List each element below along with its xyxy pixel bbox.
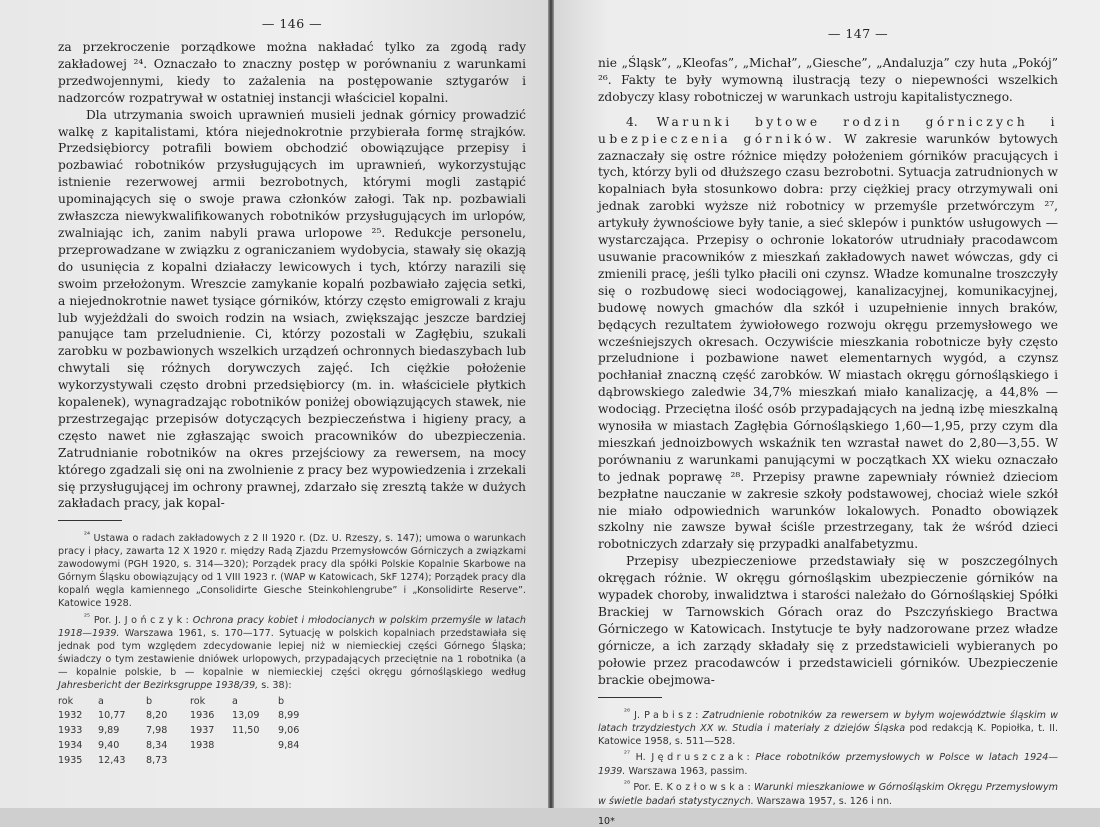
table-cell: 9,89 bbox=[98, 725, 120, 737]
section-text: W zakresie warunków bytowych zaznaczały się ostre różnice między położeniem górników pracujących i tych, którzy byli od dłuższego czasu bezrobotni. Sytuacja zatrudnionych w kopalniach była stosunkowo dobra: przy ciężkiej pracy otrzymywali oni jednak zarobki wyższe niż robotnicy w przemyśle przetwórczym ²⁷, artykuły żywnościowe były tanie, a sieć sklepów i punktów usługowych — wystarczająca. Przepisy o ochronie lokatorów utrudniały pracodawcom usuwanie pracowników z mieszkań zakładowych nawet wówczas, gdy ci zmienili pracę, jeśli tylko płacili oni czynsz. Władze komunalne troszczyły się o rozbudowę sieci wodociągowej, kanalizacyjnej, komunikacyjnej, budowę nowych gmachów dla szkół i uzupełnienie innych braków, będących rezultatem żywiołowego rozwoju okręgu przemysłowego we wcześniejszych okresach. Oczywiście mieszkania robotnicze były często przeludnione i pozbawione nawet elementarnych wygód, a czynsz pochłaniał znaczną część zarobków. W miastach okręgu górnośląskiego i dąbrowskiego zaledwie 34,7% mieszkań miało kanalizację, a 44,8% — wodociąg. Przeciętna ilość osób przypadających na jedną izbę mieszkalną wynosiła w miastach Zagłębia Górnośląskiego 1,60—1,95, przy czym dla mieszkań jednoizbowych wskaźnik ten wzrastał nawet do 2,80—3,55. W porównaniu z warunkami panującymi w początkach XX wieku oznaczało to jednak poprawę ²⁸. Przepisy prawne zapewniały również dzieciom bezpłatne nauczanie w zakresie szkoły podstawowej, chociaż wiele szkół nie miało odpowiednich warunków lokalowych. Ponadto obowiązek szkolny nie zawsze bywał ściśle przestrzegany, tak że wśród dzieci robotniczych zdarzały się przypadki analfabetyzmu. bbox=[598, 131, 1058, 552]
table-row bbox=[58, 753, 299, 768]
footnote-text: : bbox=[185, 615, 193, 627]
page-number: — 146 — bbox=[261, 16, 323, 31]
table-cell bbox=[190, 753, 232, 768]
table-cell: 9,06 bbox=[278, 725, 300, 737]
footnote bbox=[598, 748, 1058, 778]
table-header-cell: b bbox=[146, 695, 153, 707]
footnote bbox=[58, 529, 526, 611]
footnote bbox=[598, 706, 1058, 749]
footnote-rule bbox=[58, 520, 122, 521]
table-row bbox=[58, 708, 299, 723]
table-cell: 11,50 bbox=[232, 725, 260, 737]
footnote-text: : bbox=[747, 782, 755, 794]
footnote-text: : bbox=[695, 709, 703, 721]
footnote-author: Jędruszczak bbox=[651, 752, 747, 764]
footnote-text: Warszawa 1961, s. 170—177. Sytuację w polskich kopalniach przedstawiała się jednak pod tym względem zdecydowanie lepiej niż w niemieckiej części Górnego Śląska; świadczy o tym zestawienie dniówek urlopowych, przypadających przeciętnie na 1 robotnika (a — kopalnie polskie, b — kopalnie w niemieckiej części okręgu górnośląskiego według bbox=[58, 628, 526, 678]
table-header-cell: a bbox=[232, 695, 238, 707]
footnote-text: H. bbox=[635, 752, 652, 764]
table-header-cell: rok bbox=[190, 695, 206, 707]
table-cell: 1938 bbox=[190, 739, 215, 751]
footnote-mark: ²⁵ bbox=[84, 612, 91, 621]
footnote-text: Warszawa 1963, passim. bbox=[625, 765, 748, 777]
table-cell: 1933 bbox=[58, 725, 83, 737]
footnote-text: s. 38): bbox=[258, 679, 292, 691]
footnote-text: pod redakcją K. Popiołka, t. II. Katowice 1958, s. 511—528. bbox=[598, 722, 1058, 747]
footnote-mark: ²⁶ bbox=[624, 706, 631, 716]
table-cell: 1937 bbox=[190, 725, 215, 737]
holiday-days-table bbox=[58, 694, 299, 768]
table-cell bbox=[232, 738, 278, 753]
table-row bbox=[58, 738, 299, 753]
table-cell: 10,77 bbox=[98, 710, 126, 722]
footnote-title: Warunki mieszkaniowe w Górnośląskim Okręgu Przemysłowym w świetle badań statystycznych. bbox=[598, 782, 1058, 807]
page-number: — 147 — bbox=[827, 26, 889, 41]
table-cell: 9,84 bbox=[278, 739, 300, 751]
footnote-text: Por. E. bbox=[633, 782, 667, 794]
table-cell: 8,34 bbox=[146, 739, 168, 751]
table-cell: 1934 bbox=[58, 739, 83, 751]
section-paragraph bbox=[598, 114, 1058, 554]
table-cell: 12,43 bbox=[98, 754, 126, 766]
table-cell bbox=[278, 753, 299, 768]
section-number: 4. bbox=[626, 114, 638, 129]
footnote-mark: ²⁷ bbox=[624, 749, 631, 759]
footnote-author: Jończyk bbox=[124, 615, 186, 627]
footnote-title: Jahresbericht der Bezirksgruppe 1938/39, bbox=[58, 679, 259, 691]
footnote-mark: ²⁴ bbox=[84, 530, 91, 540]
footnote-title: Ochrona pracy kobiet i młodocianych w polskim przemyśle w latach 1918—1939. bbox=[58, 615, 526, 640]
footnote-text: J. bbox=[634, 709, 645, 721]
paragraph: za przekroczenie porządkowe można nakładać tylko za zgodą rady zakładowej ²⁴. Oznaczało to znaczny postęp w porównaniu z warunkami przedwojennymi, kiedy to zażalenia na postępowanie sztygarów i nadzorców rozpatrywał w ostatniej instancji właściciel kopalni. bbox=[58, 40, 526, 105]
footnote-text: : bbox=[746, 752, 756, 764]
table-cell: 9,40 bbox=[98, 739, 120, 751]
paragraph: Przepisy ubezpieczeniowe przedstawiały się w poszczególnych okręgach różnie. W okręgu górnośląskim ubezpieczenie górników na wypadek choroby, inwalidztwa i starości należało do Górnośląskiej Spółki Brackiej w Tarnowskich Górach oraz do Pszczyńskiego Bractwa Górniczego w Katowicach. Instytucje te były nadzorowane przez władze górnicze, a ich zarządy składały się z przedstawicieli wybieranych po połowie przez pracodawców i przedstawicieli górników. Ubezpieczenie brackie obejmowa- bbox=[598, 554, 1058, 687]
table-header-cell: rok bbox=[58, 695, 74, 707]
table-cell bbox=[232, 753, 278, 768]
printer-signature: 10* bbox=[598, 816, 615, 827]
footnote-title: Zatrudnienie robotników za rewersem w byłym województwie śląskim w latach trzydziestych XX w. Studia i materiały z dziejów Śląska bbox=[598, 709, 1058, 734]
table-cell: 13,09 bbox=[232, 710, 260, 722]
right-page bbox=[554, 0, 1100, 827]
footnote-text: Warszawa 1957, s. 126 i nn. bbox=[753, 795, 893, 807]
footnote-text: Por. J. bbox=[93, 615, 125, 627]
table-cell: 1936 bbox=[190, 710, 215, 722]
table-header-row bbox=[58, 694, 299, 709]
footnote-rule bbox=[598, 697, 662, 698]
table-cell: 8,73 bbox=[146, 754, 168, 766]
footnote-mark: ²⁸ bbox=[624, 779, 631, 789]
footnote-author: Kozłowska bbox=[666, 782, 748, 794]
left-page bbox=[0, 0, 548, 808]
table-cell: 7,98 bbox=[146, 725, 168, 737]
table-cell: 8,20 bbox=[146, 710, 168, 722]
table-header-cell: a bbox=[98, 695, 104, 707]
footnote bbox=[58, 611, 526, 693]
footnote bbox=[598, 778, 1058, 808]
table-row bbox=[58, 723, 299, 738]
table-cell: 1935 bbox=[58, 754, 83, 766]
footnote-title: Płace robotników przemysłowych w Polsce w latach 1924—1939. bbox=[598, 752, 1058, 777]
table-header-cell: b bbox=[278, 695, 285, 707]
footnote-author: Pabisz bbox=[644, 709, 696, 721]
paragraph: nie „Śląsk”, „Kleofas”, „Michał”, „Giesche”, „Andaluzja” czy huta „Pokój” ²⁶. Fakty te były wymowną ilustracją tezy o niepewności wszelkich zdobyczy klasy robotniczej w warunkach ustroju kapitalistycznego. bbox=[598, 56, 1058, 104]
footnote-text: Ustawa o radach zakładowych z 2 II 1920 r. (Dz. U. Rzeszy, s. 147); umowa o warunkach pracy i płacy, zawarta 12 X 1920 r. między Radą Zjazdu Przemysłowców Górniczych a związkami zawodowymi (PGH 1920, s. 314—320); Porządek pracy dla spółki Polskie Kopalnie Skarbowe na Górnym Śląsku obowiązujący od 1 VIII 1923 r. (WAP w Katowicach, SkF 1274); Porządek pracy dla kopalń węgla kamiennego „Consolidirte Giesche Steinkohlengrube” i „Konsolidirte Reserve”. Katowice 1928. bbox=[58, 533, 526, 610]
section-title: Warunki bytowe rodzin górniczych i ubezpieczenia górników. bbox=[598, 114, 1059, 146]
table-cell: 1932 bbox=[58, 710, 83, 722]
table-cell: 8,99 bbox=[278, 710, 300, 722]
paragraph: Dla utrzymania swoich uprawnień musieli jednak górnicy prowadzić walkę z kapitalistami, która niejednokrotnie przybierała formę strajków. Przedsiębiorcy potrafili bowiem obchodzić obowiązujące przepisy i pozbawiać robotników przysługujących im uprawnień, wykorzystując istnienie rezerwowej armii bezrobotnych, którymi mogli zastąpić upominających się o swoje prawa członków załogi. Tak np. pozbawiali zwłaszcza niewykwalifikowanych robotników przysługujących im urlopów, zwalniając ich, zanim nabyli prawa urlopowe ²⁵. Redukcje personelu, przeprowadzane w związku z ograniczaniem wydobycia, stawały się okazją do usunięcia z kopalni działaczy lewicowych i tych, którzy narazili się swoim przełożonym. Wreszcie zamykanie kopalń pozbawiało zajęcia setki, a niejednokrotnie nawet tysiące górników, którzy często emigrowali z kraju lub wyjeżdżali do swoich rodzin na wsiach, zwiększając jeszcze bardziej panujące tam przeludnienie. Ci, którzy pozostali w Zagłębiu, szukali zarobku w pozbawionych wszelkich urządzeń ochronnych biedaszybach lub chwytali się różnych dorywczych zajęć. Ich ciężkie położenie wykorzystywali często drobni przedsiębiorcy (m. in. właściciele płytkich kopalenek), wynagradzając robotników poniżej obowiązujących stawek, nie przestrzegając przepisów dotyczących bezpieczeństwa i higieny pracy, a często nawet nie zgłaszając swoich pracowników do ubezpieczenia. Zatrudnianie robotników na okres przejściowy za rewersem, na mocy którego zgadzali się oni na zwolnienie z pracy bez wypowiedzenia i zrzekali się przysługującej im ochrony prawnej, zdarzało się zresztą także w dużych zakładach pracy, jak kopal- bbox=[58, 107, 526, 511]
